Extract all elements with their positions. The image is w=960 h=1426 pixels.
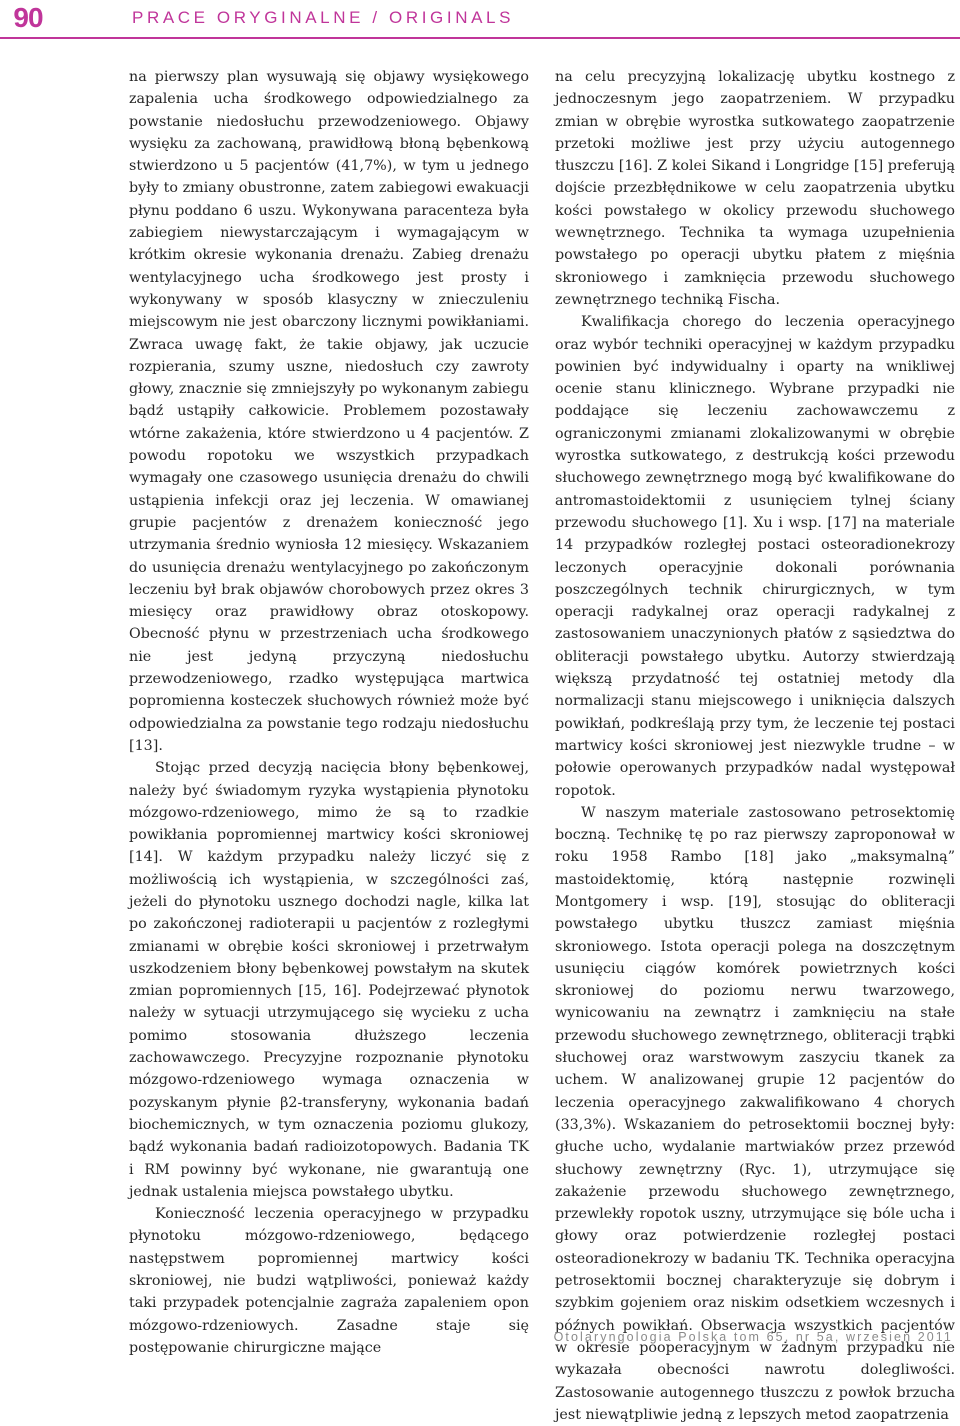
header-divider <box>0 37 960 39</box>
right-text-column <box>555 66 955 1426</box>
paragraph: Kwalifikacja chorego do leczenia operacyjnego oraz wybór techniki operacyjnej w każdym przypadku powinien być indywidualny i oparty na wnikliwej ocenie stanu klinicznego. Wybrane przypadki nie poddające się leczeniu zachowawczemu z ograniczonymi zmianami zlokalizowanymi w obrębie wyrostka sutkowatego, z destrukcją kości przewodu słuchowego zewnętrznego mogą być kwalifikowane do antromastoidektomii z usunięciem tylnej ściany przewodu słuchowego [1]. Xu i wsp. [17] na materiale 14 przypadków rozległej postaci osteoradionekrozy leczonych operacyjnie dokonali porównania poszczególnych technik chirurgicznych, w tym operacji radykalnej oraz operacji radykalnej z zastosowaniem unaczynionych płatów z sąsiedztwa do obliteracji powstałego ubytku. Autorzy stwierdzają większą przydatność tej ostatniej metody dla normalizacji stanu miejscowego i uniknięcia dalszych powikłań, podkreślają przy tym, że leczenie tej postaci martwicy kości skroniowej jest niezwykle trudne – w połowie operowanych przypadków nadal występował ropotok. <box>555 314 955 799</box>
left-text-column <box>129 66 529 1359</box>
paragraph: W naszym materiale zastosowano petrosektomię boczną. Technikę tę po raz pierwszy zaproponował w roku 1958 Rambo [18] jako „maksymalną” mastoidektomię, którą następnie rozwinęli Montgomery i wsp. [19], stosując do obliteracji powstałego ubytku tłuszcz zamiast mięśnia skroniowego. Istota operacji polega na doszczętnym usunięciu ciągów komórek powietrznych kości skroniowej do poziomu nerwu twarzowego, wynicowaniu na zewnątrz i zamknięciu na stałe przewodu słuchowego zewnętrznego, obliteracji trąbki słuchowej oraz warstwowym zaszyciu tkanek za uchem. W analizowanej grupie 12 pacjentów do leczenia operacyjnego zakwalifikowano 4 chorych (33,3%). Wskazaniem do petrosektomii bocznej były: głuche ucho, wydalanie martwiaków przez przewód słuchowy zewnętrzny (Ryc. 1), utrzymujące się zakażenie przewodu słuchowego zewnętrznego, przewlekły ropotok uszny, utrzymujące się bóle ucha i głowy oraz potwierdzenie rozległej postaci osteoradionekrozy w badaniu TK. Technika operacyjna petrosektomii bocznej charakteryzuje się dobrym i szybkim gojeniem oraz niskim odsetkiem wczesnych i późnych powikłań. Obserwacja wszystkich pacjentów w okresie pooperacyjnym w żadnym przypadku nie wykazała obecności nawrotu dolegliwości. Zastosowanie autogennego tłuszczu z powłok brzucha jest niewątpliwie jedną z lepszych metod zaopatrzenia <box>555 804 955 1423</box>
page-number: 90 <box>13 2 43 33</box>
section-title: PRACE ORYGINALNE / ORIGINALS <box>132 8 515 27</box>
paragraph: Stojąc przed decyzją nacięcia błony bębenkowej, należy być świadomym ryzyka wystąpienia płynotoku mózgowo-rdzeniowego, mimo że są to rzadkie powikłania popromiennej martwicy kości skroniowej [14]. W każdym przypadku należy liczyć się z możliwością ich wystąpienia, w szczególności zaś, jeżeli do płynotoku usznego dochodzi nagle, kilka lat po zakończonej radioterapii u pacjentów z rozległymi zmianami w obrębie kości skroniowej i przetrwałym uszkodzeniem błony bębenkowej powstałym na skutek zmian popromiennych [15, 16]. Podejrzewać płynotok należy w sytuacji utrzymującego się wycieku z ucha pomimo stosowania dłuższego leczenia zachowawczego. Precyzyjne rozpoznanie płynotoku mózgowo-rdzeniowego wymaga oznaczenia w pozyskanym płynie β2-transferyny, wykonania badań biochemicznych, w tym oznaczenia poziomu glukozy, bądź wykonania badań radioizotopowych. Badania TK i RM powinny być wykonane, nie gwarantują one jednak ustalenia miejsca powstałego ubytku. <box>129 760 529 1200</box>
paragraph: Konieczność leczenia operacyjnego w przypadku płynotoku mózgowo-rdzeniowego, będącego następstwem popromiennej martwicy kości skroniowej, nie budzi wątpliwości, ponieważ każdy taki przypadek potencjalnie zagraża zapaleniem opon mózgowo-rdzeniowych. Zasadne staje się postępowanie chirurgiczne mające <box>129 1206 529 1356</box>
paragraph: na pierwszy plan wysuwają się objawy wysiękowego zapalenia ucha środkowego odpowiedzialnego za powstanie niedosłuchu przewodzeniowego. Objawy wysięku za zachowaną, prawidłową błoną bębenkową stwierdzono u 5 pacjentów (41,7%), w tym u jednego były to zmiany obustronne, zatem zabiegowi ewakuacji płynu poddano 6 uszu. Wykonywana paracenteza była zabiegiem niewystarczającym i wymagającym w krótkim okresie wykonania drenażu. Zabieg drenażu wentylacyjnego ucha środkowego jest prosty i wykonywany w sposób klasyczny w znieczuleniu miejscowym nie jest obarczony licznymi powikłaniami. Zwraca uwagę fakt, że takie objawy, jak uczucie rozpierania, szumy uszne, niedosłuch czy zawroty głowy, znacznie się zmniejszyły po wykonanym zabiegu bądź ustąpiły całkowicie. Problemem pozostawały wtórne zakażenia, które stwierdzono u 4 pacjentów. Z powodu ropotoku we wszystkich przypadkach wymagały one czasowego usunięcia drenażu do chwili ustąpienia infekcji oraz jej leczenia. W omawianej grupie pacjentów z drenażem konieczność jego utrzymania średnio wyniosła 12 miesięcy. Wskazaniem do usunięcia drenażu wentylacyjnego po zakończonym leczeniu był brak objawów chorobowych przez okres 3 miesięcy oraz prawidłowy obraz otoskopowy. Obecność płynu w przestrzeniach ucha środkowego nie jest jedyną przyczyną niedosłuchu przewodzeniowego, rzadko występująca martwica popromienna kosteczek słuchowych również może być odpowiedzialna za powstanie tego rodzaju niedosłuchu [13]. <box>129 69 529 754</box>
paragraph: na celu precyzyjną lokalizację ubytku kostnego z jednoczesnym jego zaopatrzeniem. W przypadku zmian w obrębie wyrostka sutkowatego zaopatrzenie przetoki możliwe jest przy użyciu autogennego tłuszczu [16]. Z kolei Sikand i Longridge [15] preferują dojście przezbłędnikowe w celu zaopatrzenia ubytku kości powstałego w okolicy przewodu słuchowego wewnętrznego. Technika ta wymaga uzupełnienia powstałego po operacji ubytku płatem z mięśnia skroniowego i zamknięcia przewodu słuchowego zewnętrznego techniką Fischa. <box>555 69 955 308</box>
journal-footer: Otolaryngologia Polska tom 65, nr 5a, wrzesień 2011 <box>553 1330 953 1344</box>
